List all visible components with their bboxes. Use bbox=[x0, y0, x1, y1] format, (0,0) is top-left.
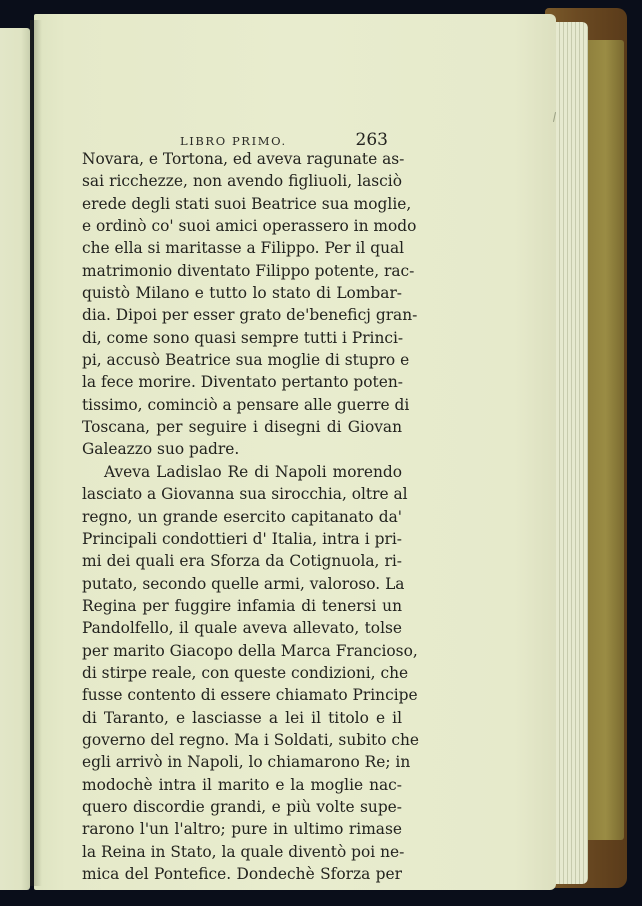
text-line: quistò Milano e tutto lo stato di Lombar- bbox=[82, 284, 402, 303]
text-line: matrimonio diventato Filippo potente, rac- bbox=[82, 261, 415, 280]
text-line: tissimo, cominciò a pensare alle guerre di bbox=[82, 395, 410, 414]
text-line: governo del regno. Ma i Soldati, subito che bbox=[82, 730, 419, 749]
text-line: fusse contento di essere chiamato Principe bbox=[82, 686, 418, 705]
text-line: quero discordie grandi, e più volte supe- bbox=[82, 797, 402, 816]
text-line: egli arrivò in Napoli, lo chiamarono Re; in bbox=[82, 753, 411, 772]
text-line: mi dei quali era Sforza da Cotignuola, ri- bbox=[82, 552, 402, 571]
text-line: modochè intra il marito e la moglie nac- bbox=[82, 775, 402, 794]
page-number: 263 bbox=[355, 130, 388, 150]
text-line: la Reina in Stato, la quale diventò poi ne- bbox=[82, 842, 405, 861]
text-line: di, come sono quasi sempre tutti i Princi- bbox=[82, 328, 404, 347]
text-line: erede degli stati suoi Beatrice sua moglie, bbox=[82, 194, 412, 213]
page-mark bbox=[553, 112, 556, 122]
text-line: Pandolfello, il quale aveva allevato, tolse bbox=[82, 619, 402, 638]
text-line: e ordinò co' suoi amici operassero in modo bbox=[82, 217, 417, 236]
text-line: sai ricchezze, non avendo figliuoli, lasciò bbox=[82, 172, 402, 191]
text-line: per marito Giacopo della Marca Francioso, bbox=[82, 641, 418, 660]
text-line: di stirpe reale, con queste condizioni, che bbox=[82, 663, 409, 682]
text-line: putato, secondo quelle armi, valoroso. La bbox=[82, 574, 405, 593]
gutter-shadow bbox=[30, 20, 42, 886]
paragraph-start-line: Aveva Ladislao Re di Napoli morendo bbox=[104, 462, 402, 481]
text-line: mica del Pontefice. Dondechè Sforza per bbox=[82, 865, 402, 883]
left-facing-page-edge bbox=[0, 28, 30, 890]
text-line: rarono l'un l'altro; pure in ultimo rimase bbox=[82, 820, 402, 839]
text-line: di Taranto, e lasciasse a lei il titolo e il bbox=[82, 708, 402, 727]
text-line: la fece morire. Diventato pertanto poten- bbox=[82, 373, 403, 392]
text-line: Principali condottieri d' Italia, intra i pri- bbox=[82, 529, 402, 548]
text-line: dia. Dipoi per esser grato de'beneficj gran- bbox=[82, 306, 418, 325]
running-title: LIBRO PRIMO. bbox=[180, 134, 287, 148]
text-line: pi, accusò Beatrice sua moglie di stupro e bbox=[82, 351, 410, 370]
text-line: Novara, e Tortona, ed aveva ragunate as- bbox=[82, 150, 405, 168]
body-text bbox=[82, 148, 419, 885]
paragraph-end-line: Galeazzo suo padre. bbox=[82, 440, 240, 459]
text-line: Toscana, per seguire i disegni di Giovan bbox=[82, 418, 402, 437]
text-line: Regina per fuggire infamia di tenersi un bbox=[82, 596, 402, 615]
text-line: che ella si maritasse a Filippo. Per il qual bbox=[82, 239, 405, 258]
text-line: lasciato a Giovanna sua sirocchia, oltre al bbox=[82, 485, 408, 504]
text-line: regno, un grande esercito capitanato da' bbox=[82, 507, 402, 526]
